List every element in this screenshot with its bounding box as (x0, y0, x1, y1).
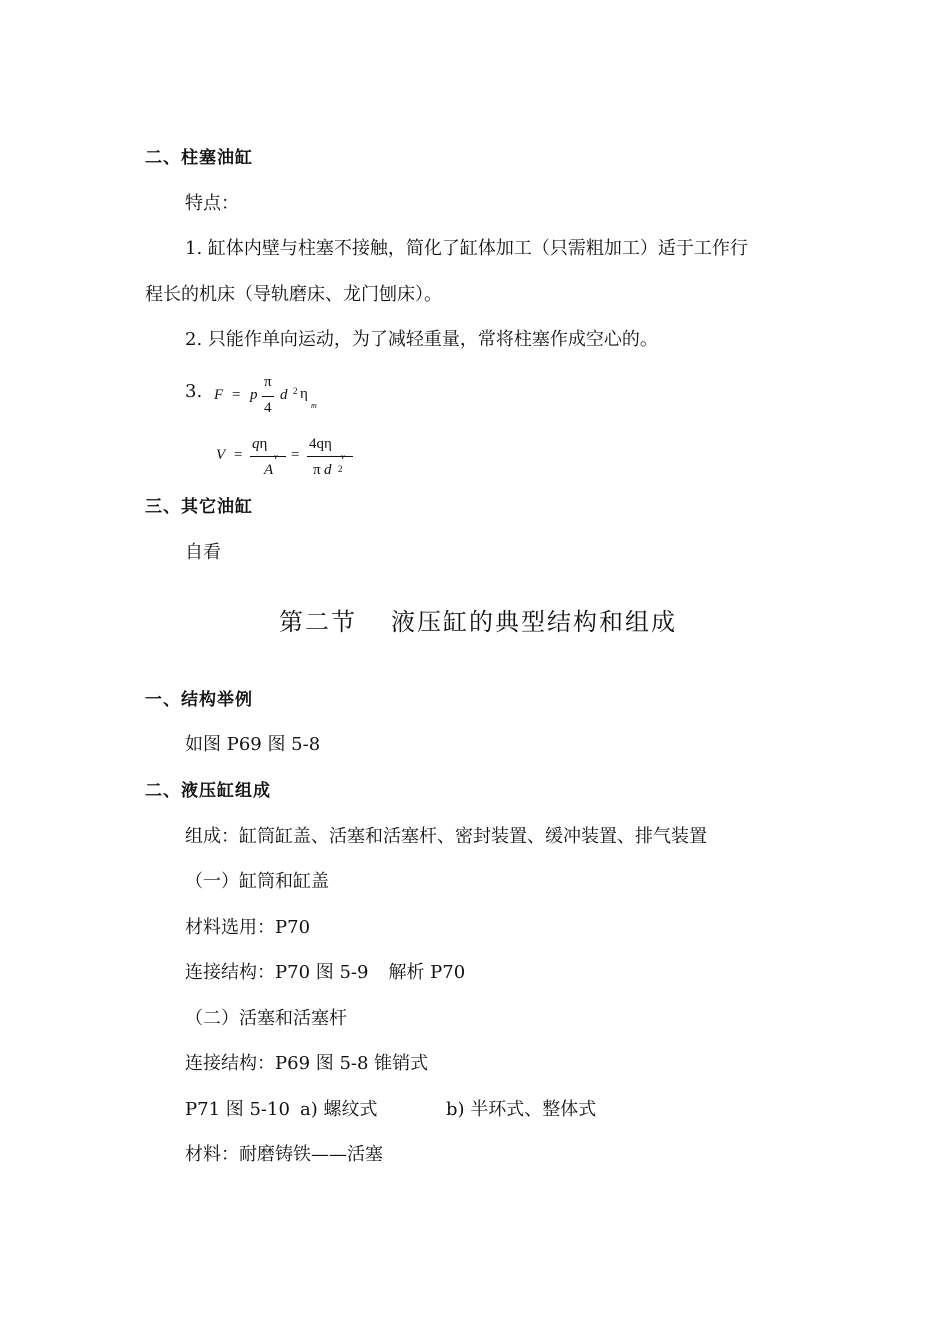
formula-frac-den: 4 (264, 400, 272, 416)
formula-frac-bar (262, 396, 274, 397)
point-3-label: 3. (185, 381, 203, 402)
formula-p: p (250, 387, 258, 403)
formula-d: d (280, 387, 288, 403)
material-piston: 材料：耐磨铸铁——活塞 (185, 1144, 383, 1165)
features-label: 特点： (185, 193, 239, 214)
formula-frac1-num: qη (252, 436, 268, 452)
formula-frac1-den: A (264, 462, 274, 478)
formula-eq: = (232, 387, 241, 403)
formula-sq: 2 (293, 386, 298, 396)
section-heading-composition: 二、液压缸组成 (145, 781, 271, 801)
connection-structure-1-ref: 连接结构：P70 图 5-9 (185, 962, 369, 983)
formula-frac1-bar (250, 456, 286, 457)
composition-summary: 组成：缸筒缸盖、活塞和活塞杆、密封装置、缓冲装置、排气装置 (185, 826, 707, 847)
subsection-piston-rod: （二）活塞和活塞杆 (185, 1008, 347, 1029)
subsection-barrel-cover: （一）缸筒和缸盖 (185, 871, 329, 892)
point-2: 2. 只能作单向运动，为了减轻重量，常将柱塞作成空心的。 (185, 329, 658, 350)
formula-frac2-num: 4qη (309, 436, 332, 452)
formula-frac2-den-d: d (324, 462, 332, 478)
other-cylinders-text: 自看 (185, 542, 221, 563)
point-1-line-1: 1. 缸体内壁与柱塞不接触，简化了缸体加工（只需粗加工）适于工作行 (185, 238, 748, 259)
formula-frac2-den-pi: π (313, 462, 321, 478)
formula-V: V (216, 447, 226, 463)
formula-eq1: = (234, 447, 243, 463)
formula-frac-num: π (264, 374, 272, 390)
section-heading-other-cylinders: 三、其它油缸 (145, 497, 253, 517)
chapter-number: 第二节 (279, 608, 357, 636)
section-heading-plunger-cylinder: 二、柱塞油缸 (145, 148, 253, 168)
formula-frac2-bar (307, 456, 353, 457)
connection-structure-2: 连接结构：P69 图 5-8 锥销式 (185, 1053, 429, 1074)
formula-eta: η (300, 386, 308, 402)
option-a-threaded: a) 螺纹式 (300, 1099, 378, 1120)
formula-eq2: = (291, 447, 300, 463)
connection-structure-1-analysis: 解析 P70 (388, 962, 466, 983)
formula-sub-m: m (311, 401, 317, 410)
figure-5-10-ref: P71 图 5-10 (185, 1099, 290, 1120)
point-1-line-2: 程长的机床（导轨磨床、龙门刨床）。 (145, 284, 442, 305)
connection-structure-1 (185, 961, 465, 985)
section-heading-structure-example: 一、结构举例 (145, 690, 253, 710)
material-selection: 材料选用：P70 (185, 917, 311, 938)
structure-figure-ref: 如图 P69 图 5-8 (185, 734, 321, 755)
formula-F: F (214, 387, 224, 403)
chapter-title-text: 液压缸的典型结构和组成 (391, 608, 677, 636)
formula-frac2-den-sq: 2 (338, 464, 343, 474)
option-b-half-ring: b) 半环式、整体式 (446, 1099, 597, 1120)
chapter-title (279, 608, 677, 636)
